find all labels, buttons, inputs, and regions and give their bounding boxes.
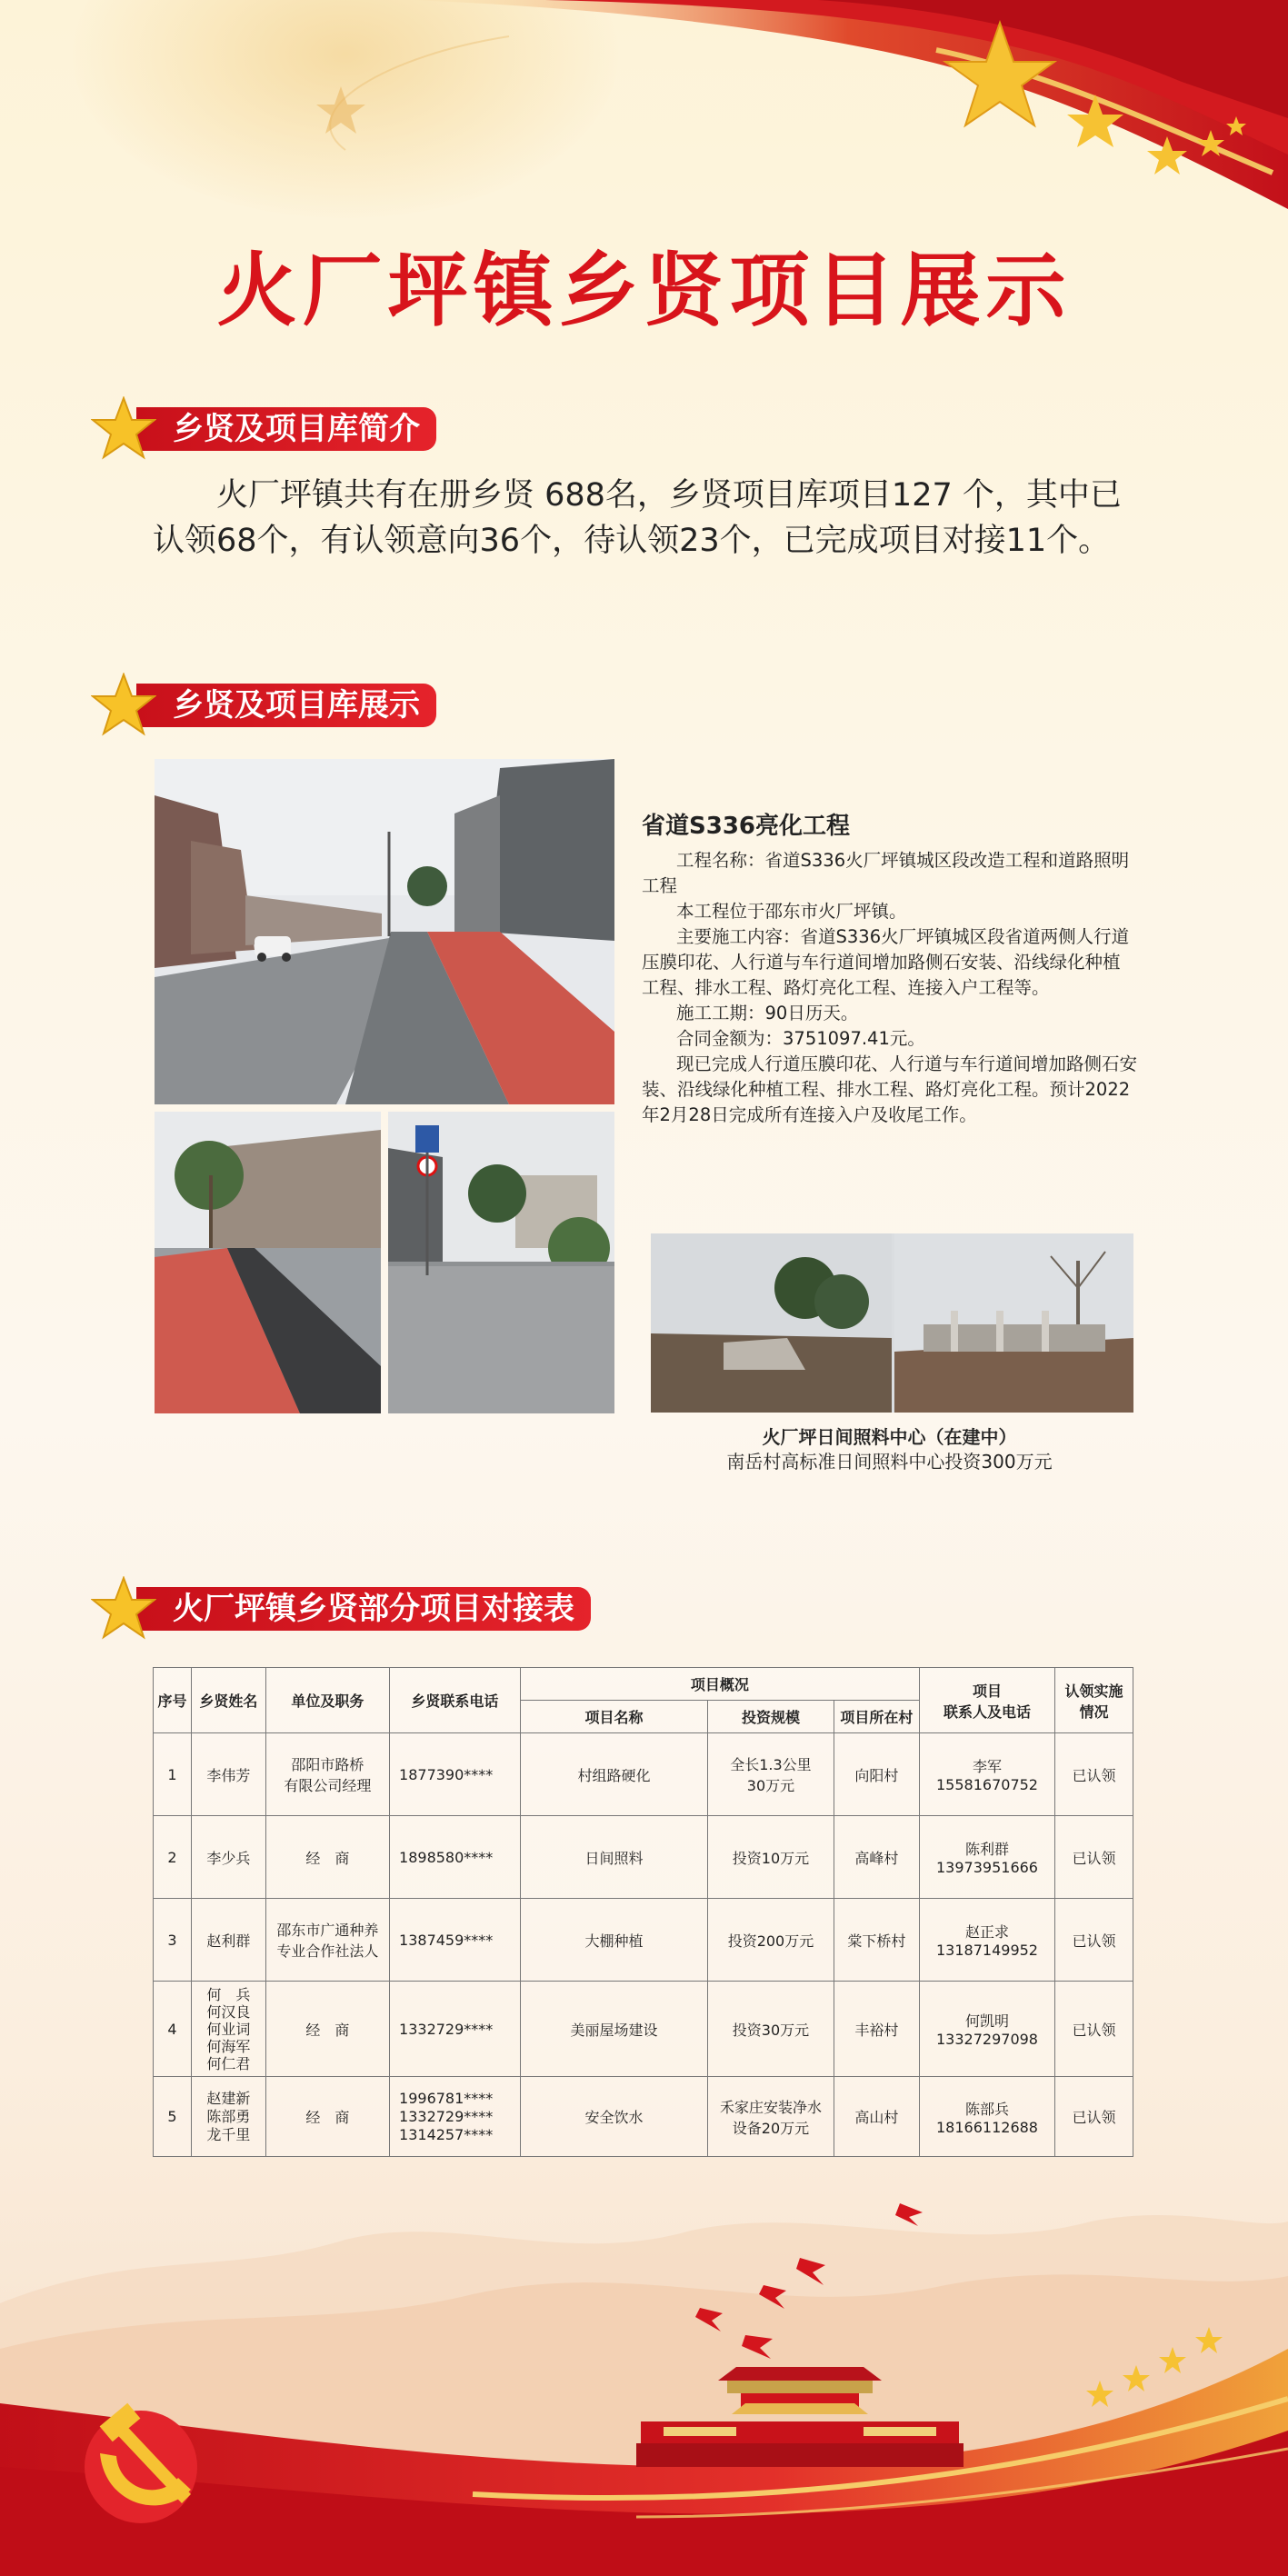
- cell-contact: 陈部兵 18166112688: [920, 2077, 1055, 2157]
- cell-project-name: 安全饮水: [520, 2077, 708, 2157]
- cell-unit: 邵东市广通种养 专业合作社法人: [265, 1899, 389, 1982]
- section-heading-intro-label: 乡贤及项目库简介: [136, 407, 436, 451]
- photo-caption-title: 火厂坪日间照料中心（在建中）: [762, 1426, 1017, 1448]
- table-row: [154, 1816, 1133, 1899]
- cell-name: 李伟芳: [191, 1733, 265, 1816]
- cell-status: 已认领: [1054, 1816, 1133, 1899]
- cell-name: 何 兵 何汉良 何业词 何海军 何仁君: [191, 1982, 265, 2077]
- project-paragraph: 现已完成人行道压膜印花、人行道与车行道间增加路侧石安装、沿线绿化种植工程、排水工程、路灯亮化工程。预计2022年2月28日完成所有连接入户及收尾工作。: [642, 1053, 1138, 1125]
- sidewalk-photo: [155, 1112, 381, 1413]
- header-contact: 项目 联系人及电话: [920, 1668, 1055, 1733]
- project-description: [642, 814, 1137, 1128]
- header-village: 项目所在村: [834, 1701, 919, 1733]
- project-paragraph: 工程名称：省道S336火厂坪镇城区段改造工程和道路照明工程: [642, 850, 1130, 896]
- project-paragraph: 本工程位于邵东市火厂坪镇。: [676, 901, 907, 922]
- star-icon: [91, 396, 156, 460]
- construction-site-photo: [651, 1233, 1133, 1413]
- cell-phone: 1332729****: [390, 1982, 521, 2077]
- cell-scale: 全长1.3公里 30万元: [708, 1733, 834, 1816]
- cell-scale: 投资10万元: [708, 1816, 834, 1899]
- cell-village: 高峰村: [834, 1816, 919, 1899]
- cell-unit: 邵阳市路桥 有限公司经理: [265, 1733, 389, 1816]
- cell-scale: 禾家庄安装净水 设备20万元: [708, 2077, 834, 2157]
- cell-village: 棠下桥村: [834, 1899, 919, 1982]
- cell-contact: 陈利群 13973951666: [920, 1816, 1055, 1899]
- cell-status: 已认领: [1054, 2077, 1133, 2157]
- top-ribbon-decoration: [0, 0, 1288, 236]
- header-unit: 单位及职务: [265, 1668, 389, 1733]
- cell-unit: 经 商: [265, 2077, 389, 2157]
- cell-no: 5: [154, 2077, 192, 2157]
- section-heading-showcase-label: 乡贤及项目库展示: [136, 684, 436, 727]
- cell-contact: 赵正求 13187149952: [920, 1899, 1055, 1982]
- cell-phone: 1996781**** 1332729**** 1314257****: [390, 2077, 521, 2157]
- cell-project-name: 村组路硬化: [520, 1733, 708, 1816]
- bottom-decoration: [0, 2194, 1288, 2576]
- project-matching-table: [153, 1667, 1133, 2157]
- cell-scale: 投资200万元: [708, 1899, 834, 1982]
- table-row: [154, 2077, 1133, 2157]
- emblem-star-icon: [316, 86, 365, 134]
- photo-caption-detail: 南岳村高标准日间照料中心投资300万元: [726, 1451, 1053, 1473]
- cell-project-name: 美丽屋场建设: [520, 1982, 708, 2077]
- page-title: 火厂坪镇乡贤项目展示: [216, 244, 1072, 337]
- header-phone: 乡贤联系电话: [390, 1668, 521, 1733]
- cell-unit: 经 商: [265, 1982, 389, 2077]
- section-heading-intro: [91, 400, 482, 456]
- cell-phone: 1898580****: [390, 1816, 521, 1899]
- cell-project-name: 日间照料: [520, 1816, 708, 1899]
- cell-village: 高山村: [834, 2077, 919, 2157]
- cell-phone: 1877390****: [390, 1733, 521, 1816]
- cell-village: 向阳村: [834, 1733, 919, 1816]
- header-status: 认领实施 情况: [1054, 1668, 1133, 1733]
- cell-name: 赵利群: [191, 1899, 265, 1982]
- cell-status: 已认领: [1054, 1982, 1133, 2077]
- cell-contact: 何凯明 13327297098: [920, 1982, 1055, 2077]
- header-overview: 项目概况: [520, 1668, 919, 1701]
- cell-project-name: 大棚种植: [520, 1899, 708, 1982]
- table-row: [154, 1982, 1133, 2077]
- star-icon: [91, 673, 156, 736]
- cell-status: 已认领: [1054, 1899, 1133, 1982]
- section-heading-table-label: 火厂坪镇乡贤部分项目对接表: [136, 1587, 591, 1631]
- cell-name: 李少兵: [191, 1816, 265, 1899]
- star-icon: [91, 1576, 156, 1640]
- header-no: 序号: [154, 1668, 192, 1733]
- cell-unit: 经 商: [265, 1816, 389, 1899]
- cell-village: 丰裕村: [834, 1982, 919, 2077]
- cell-no: 3: [154, 1899, 192, 1982]
- section-heading-showcase: [91, 676, 482, 733]
- header-scale: 投资规模: [708, 1701, 834, 1733]
- intro-paragraph: 火厂坪镇共有在册乡贤 688名，乡贤项目库项目127 个，其中已认领68个，有认领意向36个，待认领23个，已完成项目对接11个。: [153, 477, 1122, 559]
- cell-scale: 投资30万元: [708, 1982, 834, 2077]
- header-project-name: 项目名称: [520, 1701, 708, 1733]
- cell-status: 已认领: [1054, 1733, 1133, 1816]
- project-paragraph: 合同金额为：3751097.41元。: [676, 1028, 925, 1049]
- cell-no: 4: [154, 1982, 192, 2077]
- cell-contact: 李军 15581670752: [920, 1733, 1055, 1816]
- road-photo-main: [155, 759, 614, 1104]
- cell-phone: 1387459****: [390, 1899, 521, 1982]
- project-paragraph: 施工工期：90日历天。: [676, 1003, 859, 1023]
- cell-no: 1: [154, 1733, 192, 1816]
- cell-no: 2: [154, 1816, 192, 1899]
- table-row: [154, 1899, 1133, 1982]
- project-title: 省道S336亮化工程: [642, 813, 850, 840]
- street-sign-photo: [388, 1112, 614, 1413]
- table-row: [154, 1733, 1133, 1816]
- header-name: 乡贤姓名: [191, 1668, 265, 1733]
- section-heading-table: [91, 1580, 636, 1636]
- project-paragraph: 主要施工内容：省道S336火厂坪镇城区段省道两侧人行道压膜印花、人行道与车行道间增加路侧石安装、沿线绿化种植工程、排水工程、路灯亮化工程、连接入户工程等。: [642, 926, 1130, 998]
- cell-name: 赵建新 陈部勇 龙千里: [191, 2077, 265, 2157]
